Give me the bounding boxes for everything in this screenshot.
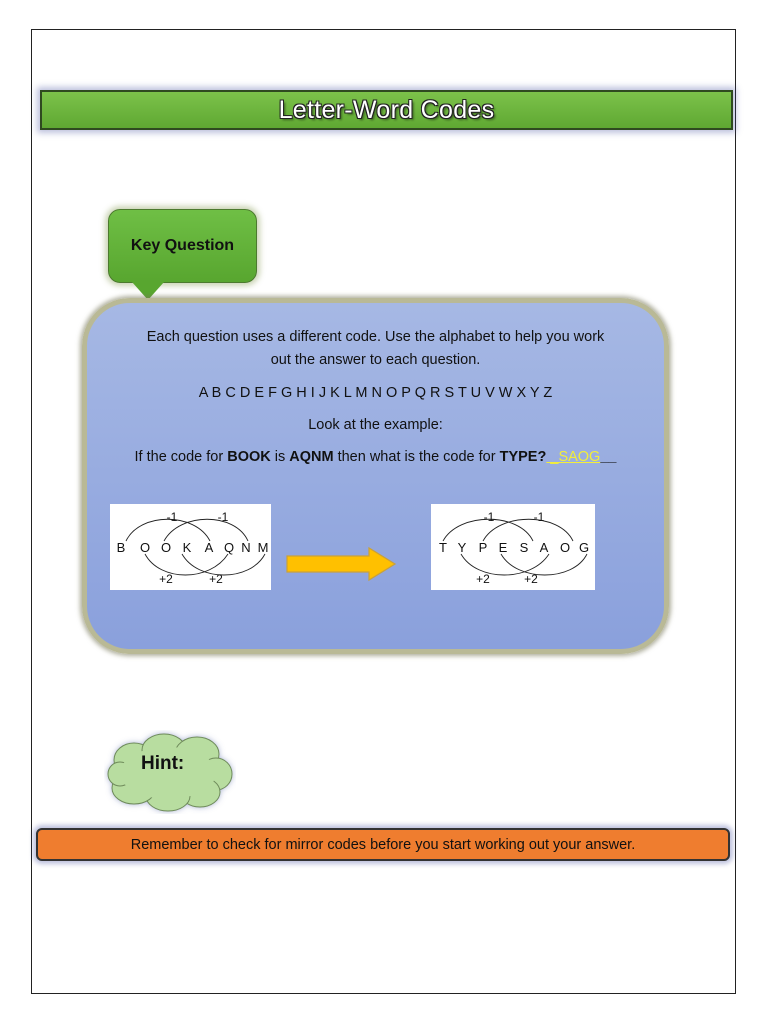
arc-top-2 <box>483 519 573 541</box>
letter-6: O <box>559 540 571 555</box>
letter-5: Q <box>223 540 235 555</box>
hint-reminder-banner <box>36 828 730 861</box>
key-question-callout <box>108 209 257 283</box>
minus-one-label-1: -1 <box>166 510 178 524</box>
letter-7: M <box>257 540 269 555</box>
plus-two-label-2: +2 <box>524 572 538 586</box>
alphabet-line: A B C D E F G H I J K L M N O P Q R S T U V W X Y Z <box>198 385 553 401</box>
example-question: If the code for BOOK is AQNM then what is the code for TYPE? _SAOG__ <box>134 449 617 465</box>
diagram-book-aqnm-svg <box>110 504 271 590</box>
instruction-line-2: out the answer to each question. <box>270 352 481 368</box>
letter-0: B <box>116 540 126 555</box>
page-title: Letter-Word Codes <box>278 95 495 124</box>
instruction-line-1: Each question uses a different code. Use the alphabet to help you work <box>146 329 605 345</box>
key-question-label: Key Question <box>130 237 235 254</box>
letter-1: O <box>139 540 151 555</box>
code-aqnm: AQNM <box>289 449 334 465</box>
plus-two-label-1: +2 <box>476 572 490 586</box>
letter-3: E <box>498 540 508 555</box>
right-arrow-icon <box>285 546 397 582</box>
word-book: BOOK <box>227 449 271 465</box>
arc-bottom-2 <box>182 554 265 575</box>
letter-6: N <box>241 540 251 555</box>
plus-two-label-2: +2 <box>209 572 223 586</box>
answer-saog: SAOG <box>558 449 601 465</box>
letter-4: S <box>519 540 529 555</box>
letter-7: G <box>578 540 590 555</box>
plus-two-label-1: +2 <box>159 572 173 586</box>
word-type: TYPE? <box>499 449 547 465</box>
diagram-type-saog-svg <box>431 504 595 590</box>
arc-bottom-2 <box>501 554 587 575</box>
question-panel <box>82 298 669 654</box>
letter-1: Y <box>457 540 467 555</box>
letter-0: T <box>439 540 447 555</box>
diagram-book-aqnm <box>110 504 271 590</box>
example-intro: Look at the example: <box>308 417 443 433</box>
minus-one-label-2: -1 <box>533 510 545 524</box>
minus-one-label-1: -1 <box>483 510 495 524</box>
letter-3: K <box>182 540 192 555</box>
title-banner <box>40 90 733 130</box>
letter-5: A <box>539 540 549 555</box>
diagram-type-saog <box>431 504 595 590</box>
letter-4: A <box>204 540 214 555</box>
hint-reminder-text: Remember to check for mirror codes before you start working out your answer. <box>130 836 636 853</box>
letter-2: O <box>160 540 172 555</box>
letter-2: P <box>478 540 488 555</box>
hint-label: Hint: <box>141 753 185 774</box>
minus-one-label-2: -1 <box>217 510 229 524</box>
